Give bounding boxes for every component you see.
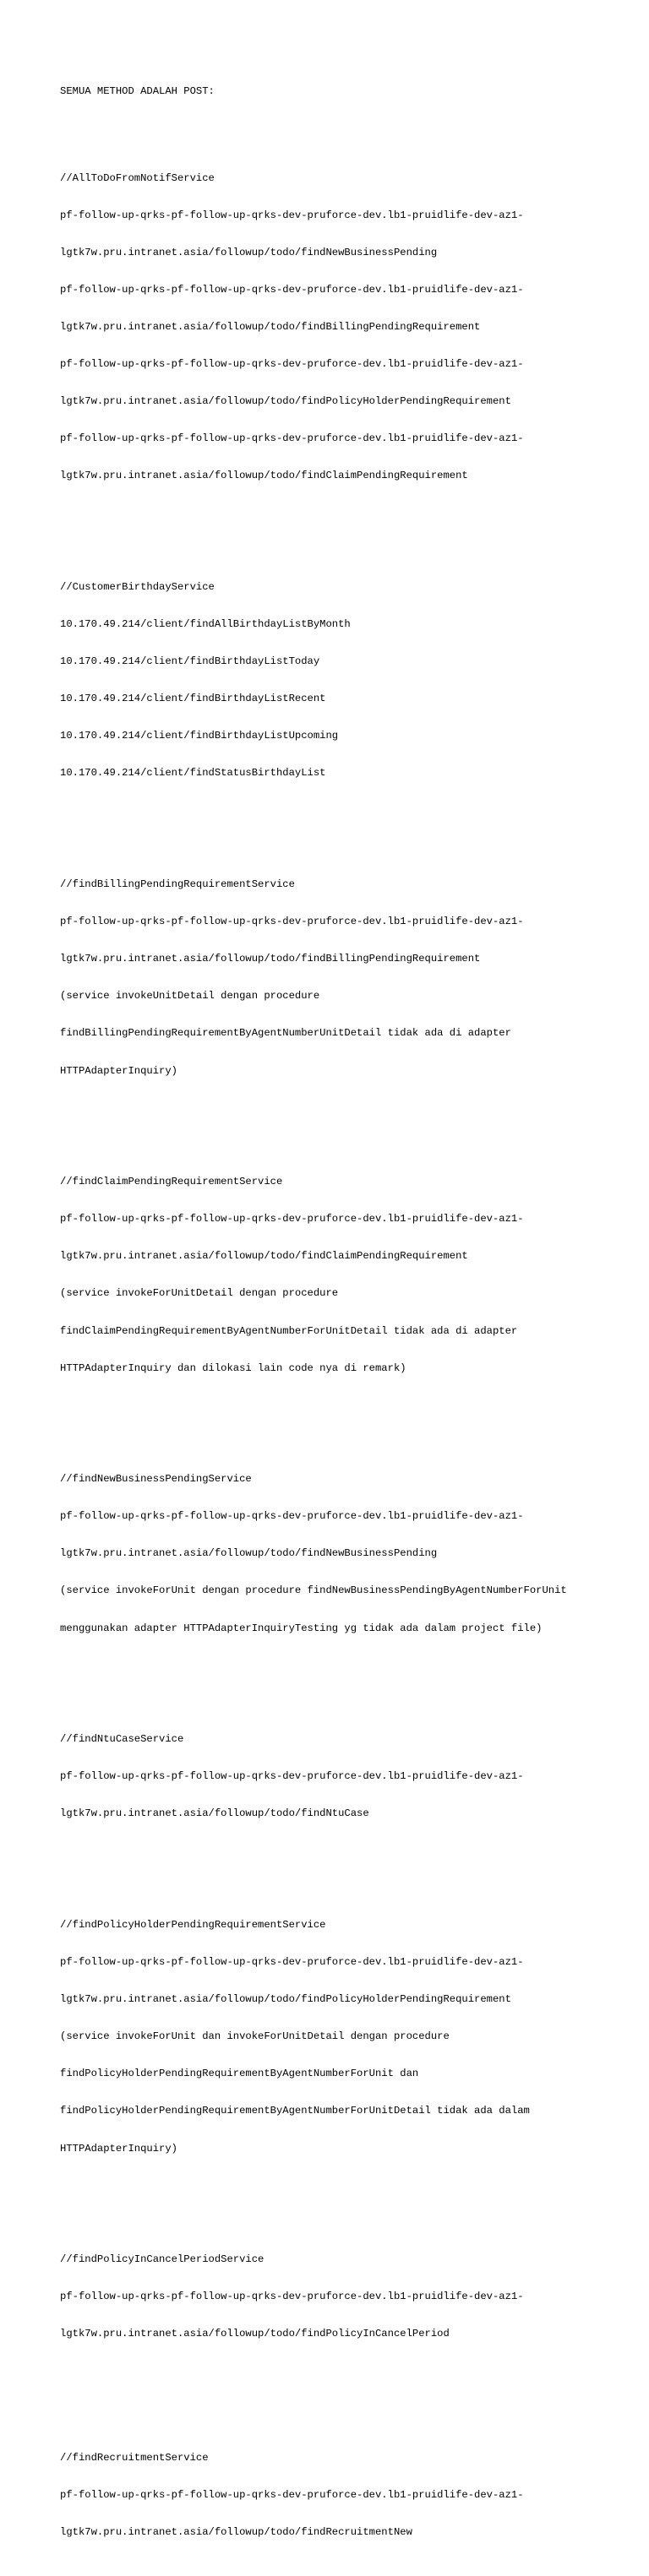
section-line: pf-follow-up-qrks-pf-follow-up-qrks-dev-pruforce-dev.lb1-pruidlife-dev-az1- [60, 1956, 524, 1969]
section-line: 10.170.49.214/client/findBirthdayListRecent [60, 693, 326, 705]
section-title: //findClaimPendingRequirementService [60, 1176, 283, 1188]
section-line: 10.170.49.214/client/findAllBirthdayListByMonth [60, 618, 351, 631]
section-title: //AllToDoFromNotifService [60, 171, 215, 184]
section-line: pf-follow-up-qrks-pf-follow-up-qrks-dev-pruforce-dev.lb1-pruidlife-dev-az1- [60, 1770, 524, 1783]
section-line: lgtk7w.pru.intranet.asia/followup/todo/findPolicyHolderPendingRequirement [60, 395, 511, 408]
document-header: SEMUA METHOD ADALAH POST: [60, 85, 215, 98]
section-title: //findBillingPendingRequirementService [60, 878, 295, 891]
section-line: menggunakan adapter HTTPAdapterInquiryTesting yg tidak ada dalam project file) [60, 1622, 543, 1634]
section-policy-in-cancel-period [60, 2229, 643, 2366]
section-line: pf-follow-up-qrks-pf-follow-up-qrks-dev-pruforce-dev.lb1-pruidlife-dev-az1- [60, 2489, 524, 2502]
section-customer-birthday [60, 557, 643, 805]
section-line: findPolicyHolderPendingRequirementByAgentNumberForUnitDetail tidak ada dalam [60, 2105, 530, 2117]
section-line: pf-follow-up-qrks-pf-follow-up-qrks-dev-pruforce-dev.lb1-pruidlife-dev-az1- [60, 1510, 524, 1523]
section-line: 10.170.49.214/client/findBirthdayListUpcoming [60, 730, 339, 742]
section-title: //findPolicyHolderPendingRequirementService [60, 1918, 326, 1931]
section-ntu-case [60, 1709, 643, 1845]
section-line: pf-follow-up-qrks-pf-follow-up-qrks-dev-pruforce-dev.lb1-pruidlife-dev-az1- [60, 1213, 524, 1226]
section-line: lgtk7w.pru.intranet.asia/followup/todo/findBillingPendingRequirement [60, 320, 481, 333]
section-line: 10.170.49.214/client/findStatusBirthdayList [60, 767, 326, 780]
section-line: HTTPAdapterInquiry) [60, 2142, 177, 2155]
section-line: pf-follow-up-qrks-pf-follow-up-qrks-dev-pruforce-dev.lb1-pruidlife-dev-az1- [60, 432, 524, 445]
section-line: findClaimPendingRequirementByAgentNumberForUnitDetail tidak ada di adapter [60, 1324, 518, 1337]
section-billing-pending [60, 854, 643, 1102]
section-line: lgtk7w.pru.intranet.asia/followup/todo/findClaimPendingRequirement [60, 470, 468, 482]
section-new-business-pending [60, 1448, 643, 1660]
section-line: findPolicyHolderPendingRequirementByAgentNumberForUnit dan [60, 2068, 419, 2080]
section-line: pf-follow-up-qrks-pf-follow-up-qrks-dev-pruforce-dev.lb1-pruidlife-dev-az1- [60, 916, 524, 928]
section-line: lgtk7w.pru.intranet.asia/followup/todo/findRecruitmentNew [60, 2526, 412, 2539]
section-claim-pending [60, 1151, 643, 1399]
section-line: findBillingPendingRequirementByAgentNumberUnitDetail tidak ada di adapter [60, 1027, 511, 1040]
section-title: //findPolicyInCancelPeriodService [60, 2253, 265, 2266]
section-line: lgtk7w.pru.intranet.asia/followup/todo/findPolicyHolderPendingRequirement [60, 1993, 511, 2006]
section-line: pf-follow-up-qrks-pf-follow-up-qrks-dev-pruforce-dev.lb1-pruidlife-dev-az1- [60, 358, 524, 371]
section-line: (service invokeForUnit dengan procedure findNewBusinessPendingByAgentNumberForUnit [60, 1584, 567, 1597]
section-line: pf-follow-up-qrks-pf-follow-up-qrks-dev-pruforce-dev.lb1-pruidlife-dev-az1- [60, 283, 524, 296]
section-line: pf-follow-up-qrks-pf-follow-up-qrks-dev-pruforce-dev.lb1-pruidlife-dev-az1- [60, 209, 524, 221]
section-line: lgtk7w.pru.intranet.asia/followup/todo/findNewBusinessPending [60, 1547, 438, 1560]
section-title: //findRecruitmentService [60, 2451, 209, 2464]
section-line: (service invokeUnitDetail dengan procedure [60, 990, 320, 1003]
document-page [60, 61, 643, 2576]
section-policy-holder-pending [60, 1894, 643, 2180]
section-line: (service invokeForUnit dan invokeForUnitDetail dengan procedure [60, 2030, 450, 2043]
section-line: (service invokeForUnitDetail dengan procedure [60, 1287, 339, 1300]
section-title: //findNtuCaseService [60, 1733, 184, 1746]
section-line: lgtk7w.pru.intranet.asia/followup/todo/findNewBusinessPending [60, 246, 438, 258]
section-alltodo-from-notif [60, 147, 643, 507]
section-title: //CustomerBirthdayService [60, 580, 215, 593]
section-line: HTTPAdapterInquiry) [60, 1064, 177, 1077]
section-line: pf-follow-up-qrks-pf-follow-up-qrks-dev-pruforce-dev.lb1-pruidlife-dev-az1- [60, 2291, 524, 2303]
section-title: //findNewBusinessPendingService [60, 1473, 252, 1486]
section-line: lgtk7w.pru.intranet.asia/followup/todo/findBillingPendingRequirement [60, 953, 481, 965]
section-line: 10.170.49.214/client/findBirthdayListToday [60, 655, 320, 668]
section-line: lgtk7w.pru.intranet.asia/followup/todo/findPolicyInCancelPeriod [60, 2328, 450, 2340]
section-line: HTTPAdapterInquiry dan dilokasi lain code nya di remark) [60, 1361, 406, 1374]
section-line: lgtk7w.pru.intranet.asia/followup/todo/findNtuCase [60, 1807, 369, 1820]
section-recruitment [60, 2427, 643, 2564]
section-line: lgtk7w.pru.intranet.asia/followup/todo/findClaimPendingRequirement [60, 1250, 468, 1263]
